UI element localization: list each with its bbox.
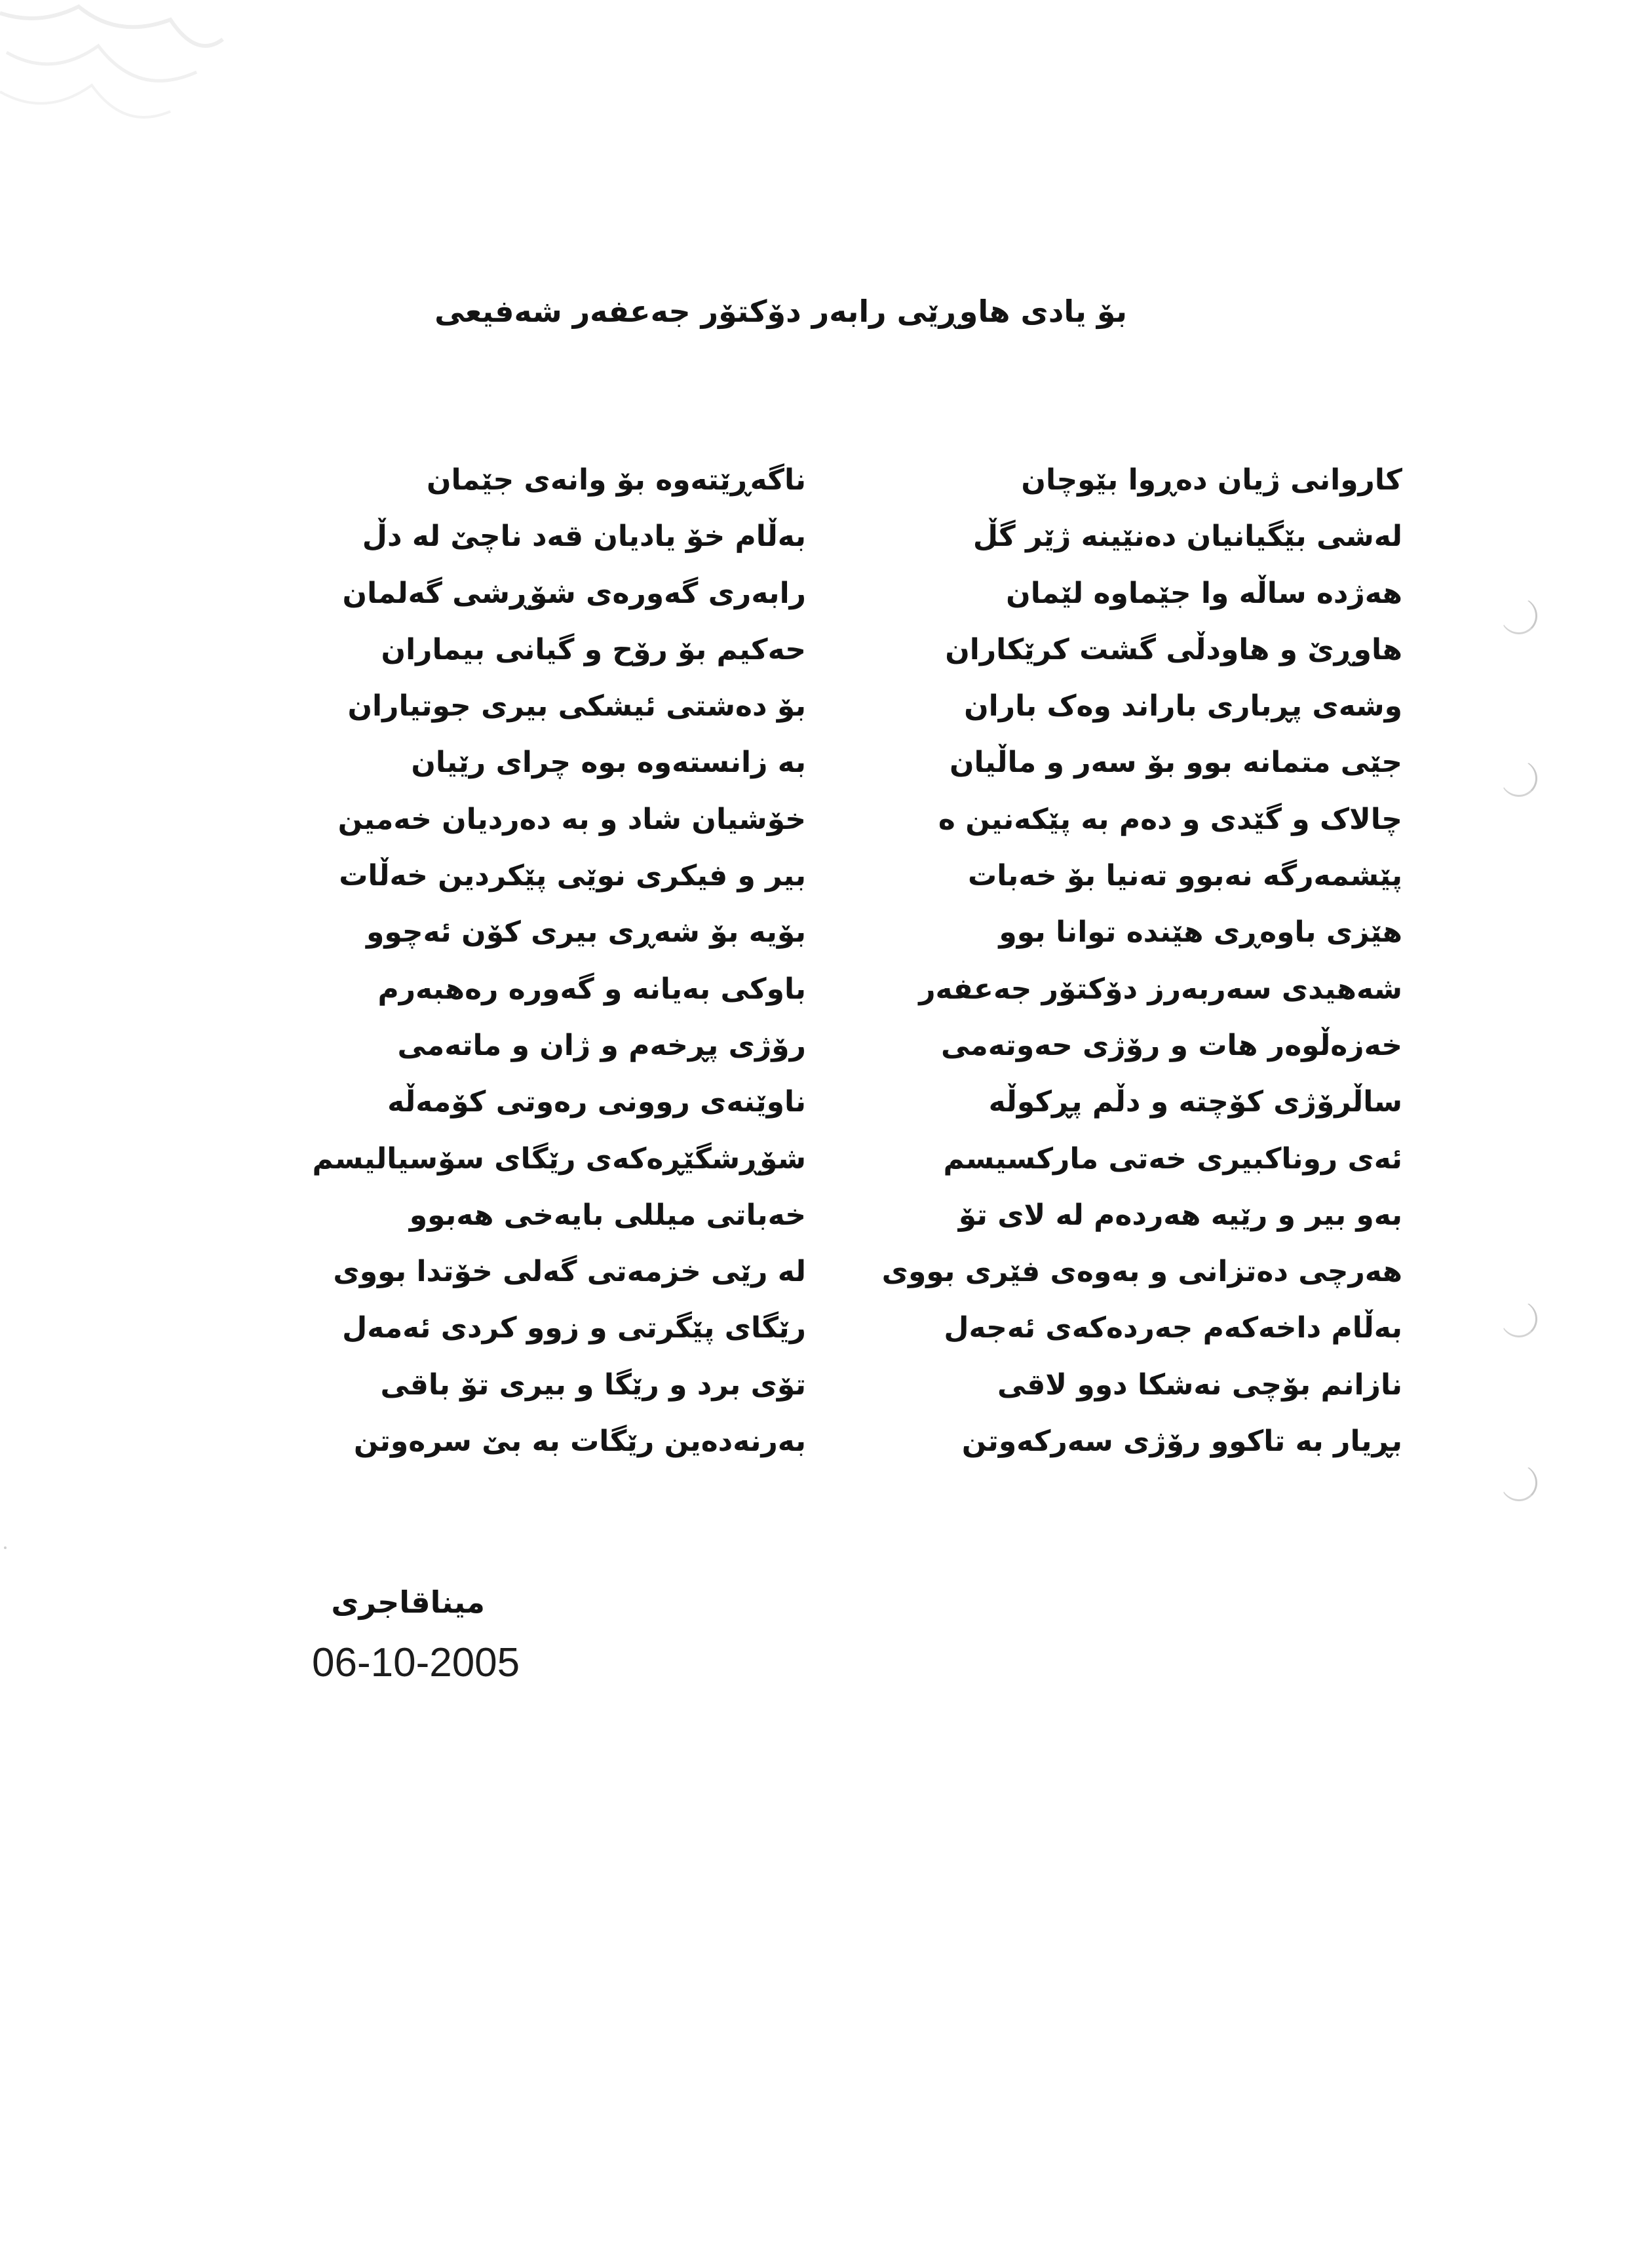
poem-line: کاروانی ژیان دەڕوا بێوچان [1021,463,1402,497]
poem-line: شۆڕشگێڕەکەی رێگای سۆسیالیسم [312,1141,806,1176]
poem-line: هەرچی دەتزانی و بەوەی فێری بووی [881,1255,1402,1289]
poem-line: بۆیە بۆ شەڕی بیری کۆن ئەچوو [366,915,806,949]
punch-hole-mark [1501,760,1537,797]
poem-title: بۆ یادی هاوڕێی رابەر دۆکتۆر جەعفەر شەفیعی [434,294,1127,329]
poem-line: نازانم بۆچی نەشکا دوو لاقی [997,1368,1402,1402]
poem-line: رابەری گەورەی شۆڕشی گەلمان [342,576,806,610]
scan-smudge-decoration [0,0,236,144]
poem-line: بەو بیر و رێیە هەردەم لە لای تۆ [958,1198,1402,1232]
poem-date: 06-10-2005 [312,1640,520,1685]
poem-line: ناوێنەی روونی رەوتی کۆمەڵە [387,1085,806,1119]
poem-left-column [312,452,806,1470]
poem-line: خەباتی میللی بایەخی هەبوو [409,1198,806,1232]
poem-line: بەرنەدەین رێگات بە بێ سرەوتن [353,1425,806,1459]
poem-line: وشەی پڕباری باراند وەک باران [964,689,1402,723]
poem-right-column [881,452,1402,1470]
poem-line: رۆژی پڕخەم و ژان و ماتەمی [397,1028,806,1062]
poem-line: جێی متمانە بوو بۆ سەر و ماڵیان [949,746,1402,780]
poem-line: ساڵرۆژی کۆچتە و دڵم پڕکوڵە [988,1085,1402,1119]
poem-line: حەکیم بۆ رۆح و گیانی بیماران [381,632,806,666]
poem-line: پێشمەرگە نەبوو تەنیا بۆ خەبات [968,859,1402,893]
punch-hole-mark [1501,598,1537,634]
poem-line: هاوڕێ و هاودڵی گشت کرێکاران [945,632,1402,666]
poem-line: چالاک و گێدی و دەم بە پێکەنین ە [938,802,1402,836]
poem-line: لەشی بێگیانیان دەنێینە ژێر گڵ [972,520,1402,554]
poem-line: لە رێی خزمەتی گەلی خۆتدا بووی [333,1255,806,1289]
poem-line: بڕیار بە تاکوو رۆژی سەرکەوتن [961,1425,1402,1459]
poem-line: باوکی بەیانە و گەورە رەهبەرم [377,972,806,1006]
author-name: میناقاجری [331,1584,485,1620]
poem-line: خۆشیان شاد و بە دەردیان خەمین [337,802,806,836]
poem-line: شەهیدی سەربەرز دۆکتۆر جەعفەر [919,972,1402,1006]
poem-line: هەژدە ساڵە وا جێماوە لێمان [1006,576,1402,610]
scan-speck [4,1546,7,1549]
poem-line: بە زانستەوە بوە چرای رێیان [411,746,806,780]
poem-line: بەڵام داخەکەم جەردەکەی ئەجەل [944,1311,1402,1345]
poem-line: بیر و فیکری نوێی پێکردین خەڵات [339,859,806,893]
poem-line: بەڵام خۆ یادیان قەد ناچێ لە دڵ [362,520,806,554]
poem-line: ناگەڕێتەوە بۆ وانەی جێمان [426,463,806,497]
poem-line: خەزەڵوەر هات و رۆژی حەوتەمی [940,1028,1402,1062]
poem-line: ئەی روناکبیری خەتی مارکسیسم [943,1141,1402,1176]
punch-hole-mark [1501,1465,1537,1501]
poem-line: بۆ دەشتی ئیشکی بیری جوتیاران [347,689,806,723]
poem-line: تۆی برد و رێگا و بیری تۆ باقی [380,1368,806,1402]
poem-line: هێزی باوەڕی هێندە توانا بوو [999,915,1402,949]
poem-line: رێگای پێگرتی و زوو کردی ئەمەل [342,1311,806,1345]
punch-hole-mark [1501,1301,1537,1337]
